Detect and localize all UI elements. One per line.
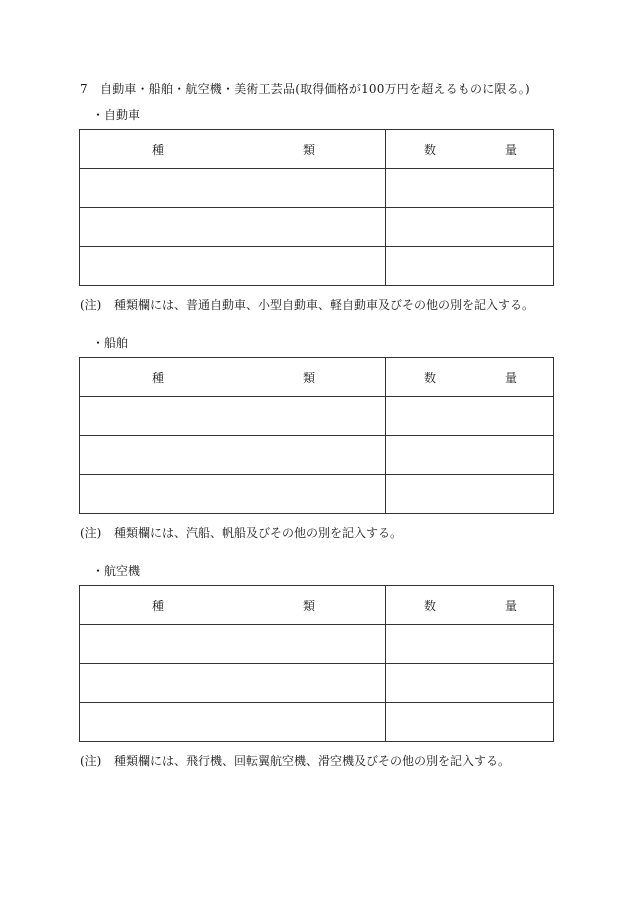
table-header-row [80, 130, 554, 169]
note-tag: (注) [80, 526, 102, 540]
quantity-cell[interactable] [386, 703, 554, 742]
kind-cell[interactable] [80, 475, 386, 514]
kind-cell[interactable] [80, 169, 386, 208]
quantity-header: 数 量 [386, 130, 554, 169]
table-row [80, 169, 554, 208]
note-tag: (注) [80, 298, 102, 312]
subsection-label-car: ・自動車 [92, 108, 141, 122]
section-title: 自動車・船舶・航空機・美術工芸品(取得価格が100万円を超えるものに限る。) [100, 82, 530, 96]
table-row [80, 664, 554, 703]
quantity-cell[interactable] [386, 397, 554, 436]
section-number: 7 [80, 82, 88, 96]
kind-header: 種 類 [80, 358, 386, 397]
note-text: 種類欄には、普通自動車、小型自動車、軽自動車及びその他の別を記入する。 [114, 298, 535, 312]
quantity-cell[interactable] [386, 625, 554, 664]
aircraft-table [79, 585, 554, 742]
kind-cell[interactable] [80, 208, 386, 247]
kind-header: 種 類 [80, 586, 386, 625]
subsection-label-aircraft: ・航空機 [92, 564, 141, 578]
kind-header: 種 類 [80, 130, 386, 169]
table-header-row [80, 358, 554, 397]
table-row [80, 397, 554, 436]
quantity-cell[interactable] [386, 436, 554, 475]
table-row [80, 703, 554, 742]
quantity-cell[interactable] [386, 169, 554, 208]
aircraft-note [80, 752, 510, 769]
kind-cell[interactable] [80, 397, 386, 436]
table-row [80, 247, 554, 286]
section-heading [80, 80, 530, 97]
kind-cell[interactable] [80, 436, 386, 475]
car-note [80, 296, 534, 313]
quantity-header: 数 量 [386, 586, 554, 625]
quantity-cell[interactable] [386, 664, 554, 703]
quantity-cell[interactable] [386, 208, 554, 247]
note-text: 種類欄には、汽船、帆船及びその他の別を記入する。 [114, 526, 403, 540]
kind-cell[interactable] [80, 247, 386, 286]
kind-cell[interactable] [80, 664, 386, 703]
table-row [80, 436, 554, 475]
note-text: 種類欄には、飛行機、回転翼航空機、滑空機及びその他の別を記入する。 [114, 754, 511, 768]
note-tag: (注) [80, 754, 102, 768]
ship-note [80, 524, 402, 541]
subsection-label-ship: ・船舶 [92, 336, 129, 350]
kind-cell[interactable] [80, 625, 386, 664]
table-row [80, 208, 554, 247]
quantity-cell[interactable] [386, 475, 554, 514]
car-table [79, 129, 554, 286]
table-row [80, 625, 554, 664]
table-row [80, 475, 554, 514]
kind-cell[interactable] [80, 703, 386, 742]
quantity-cell[interactable] [386, 247, 554, 286]
ship-table [79, 357, 554, 514]
quantity-header: 数 量 [386, 358, 554, 397]
table-header-row [80, 586, 554, 625]
